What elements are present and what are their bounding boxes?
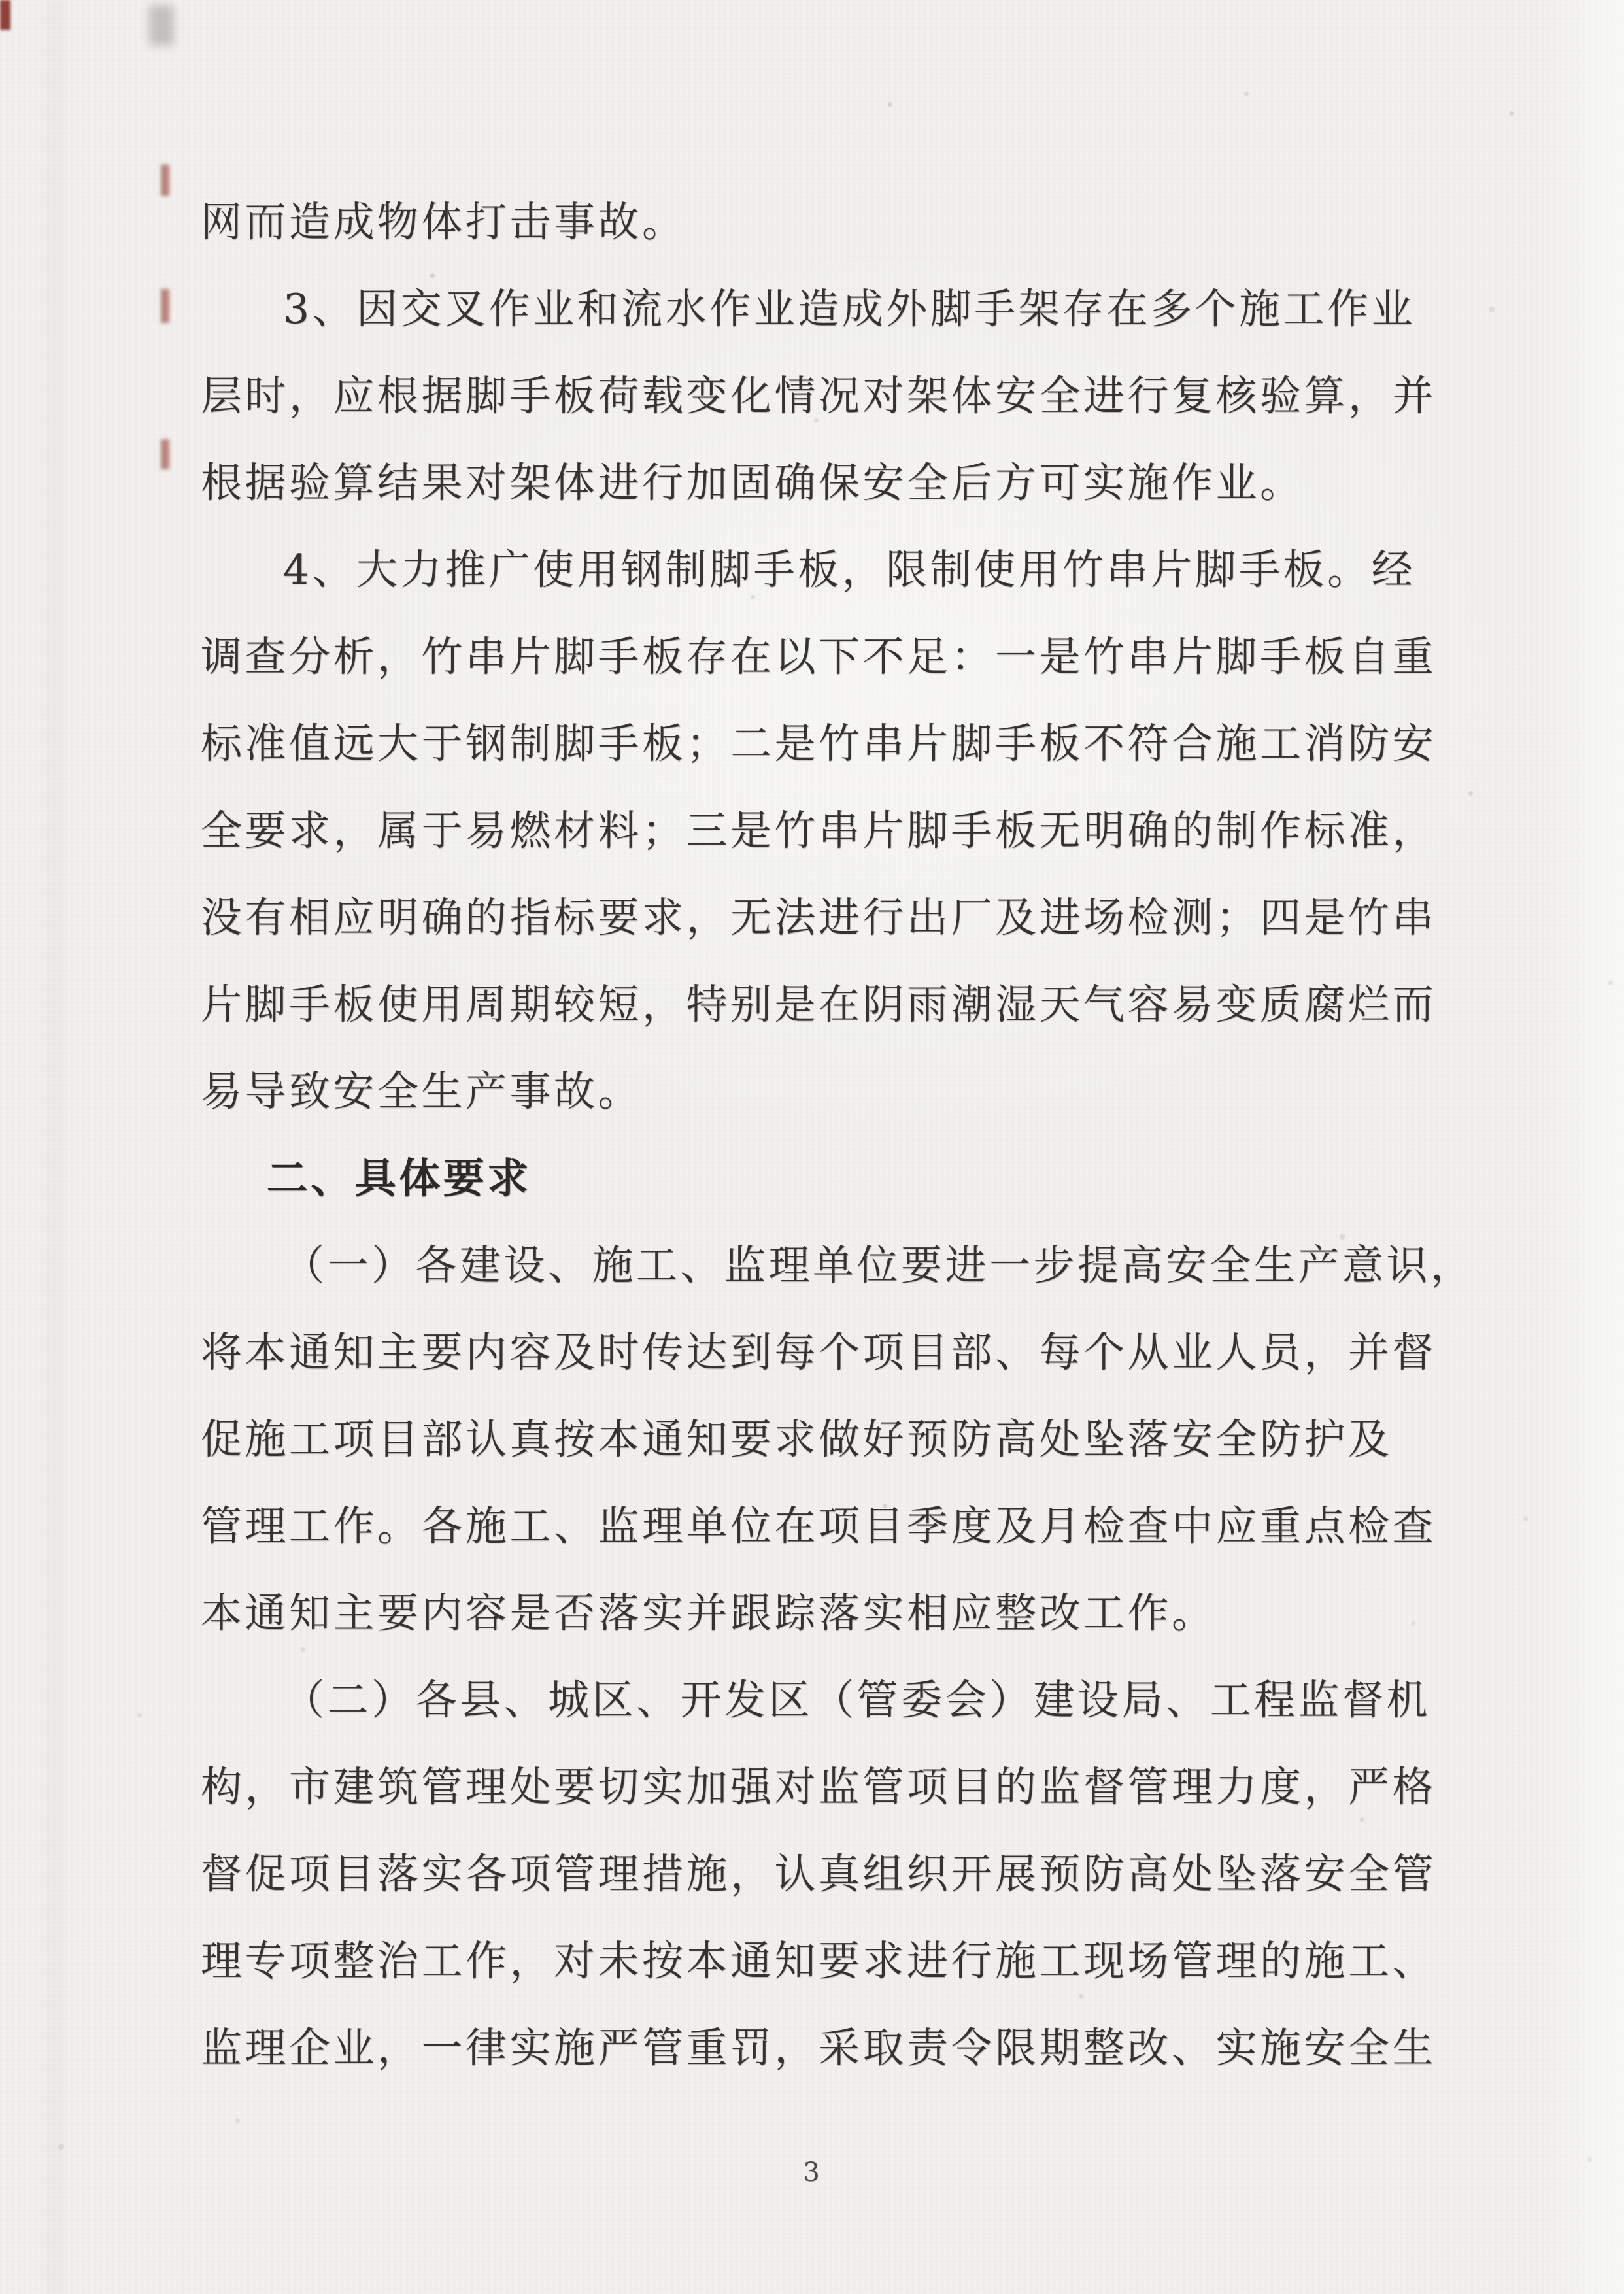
- section-heading: 二、具体要求: [266, 1155, 532, 1202]
- text-line: 层时，应根据脚手板荷载变化情况对架体安全进行复核验算，并: [201, 372, 1436, 420]
- text-line: 没有相应明确的指标要求，无法进行出厂及进场检测；四是竹串: [201, 894, 1436, 941]
- text-line: （二）各县、城区、开发区（管委会）建设局、工程监督机: [283, 1676, 1430, 1724]
- scan-corner-artifact: [0, 0, 10, 30]
- text-line: 督促项目落实各项管理措施，认真组织开展预防高处坠落安全管: [201, 1850, 1436, 1898]
- page-number: 3: [803, 2157, 821, 2187]
- scan-smudge-artifact: [149, 5, 174, 46]
- text-line: 全要求，属于易燃材料；三是竹串片脚手板无明确的制作标准，: [201, 807, 1436, 854]
- scan-streak-artifact: [44, 0, 67, 2294]
- text-line: 理专项整治工作，对未按本通知要求进行施工现场管理的施工、: [201, 1937, 1436, 1985]
- text-line: 片脚手板使用周期较短，特别是在阴雨潮湿天气容易变质腐烂而: [201, 981, 1436, 1028]
- text-line: 网而造成物体打击事故。: [201, 198, 686, 246]
- text-line: （一）各建设、施工、监理单位要进一步提高安全生产意识，: [283, 1241, 1475, 1289]
- text-line: 易导致安全生产事故。: [201, 1068, 642, 1115]
- scan-edge-artifact: [161, 439, 169, 469]
- text-line: 根据验算结果对架体进行加固确保安全后方可实施作业。: [201, 459, 1304, 507]
- text-line: 促施工项目部认真按本通知要求做好预防高处坠落安全防护及: [201, 1415, 1393, 1463]
- scan-speckles: [0, 0, 2, 2]
- text-line: 构，市建筑管理处要切实加强对监管项目的监督管理力度，严格: [201, 1763, 1436, 1811]
- text-line: 标准值远大于钢制脚手板；二是竹串片脚手板不符合施工消防安: [201, 720, 1436, 767]
- scan-edge-artifact: [161, 289, 169, 323]
- scan-edge-artifact: [161, 165, 169, 196]
- text-line: 将本通知主要内容及时传达到每个项目部、每个从业人员，并督: [201, 1328, 1436, 1376]
- text-line: 本通知主要内容是否落实并跟踪落实相应整改工作。: [201, 1589, 1216, 1637]
- text-line: 4、大力推广使用钢制脚手板，限制使用竹串片脚手板。经: [283, 546, 1416, 594]
- text-line: 3、因交叉作业和流水作业造成外脚手架存在多个施工作业: [283, 285, 1416, 333]
- text-line: 调查分析，竹串片脚手板存在以下不足：一是竹串片脚手板自重: [201, 633, 1436, 681]
- document-body: [201, 178, 1475, 2091]
- text-line: 管理工作。各施工、监理单位在项目季度及月检查中应重点检查: [201, 1502, 1436, 1550]
- text-line: 监理企业，一律实施严管重罚，采取责令限期整改、实施安全生: [201, 2024, 1436, 2072]
